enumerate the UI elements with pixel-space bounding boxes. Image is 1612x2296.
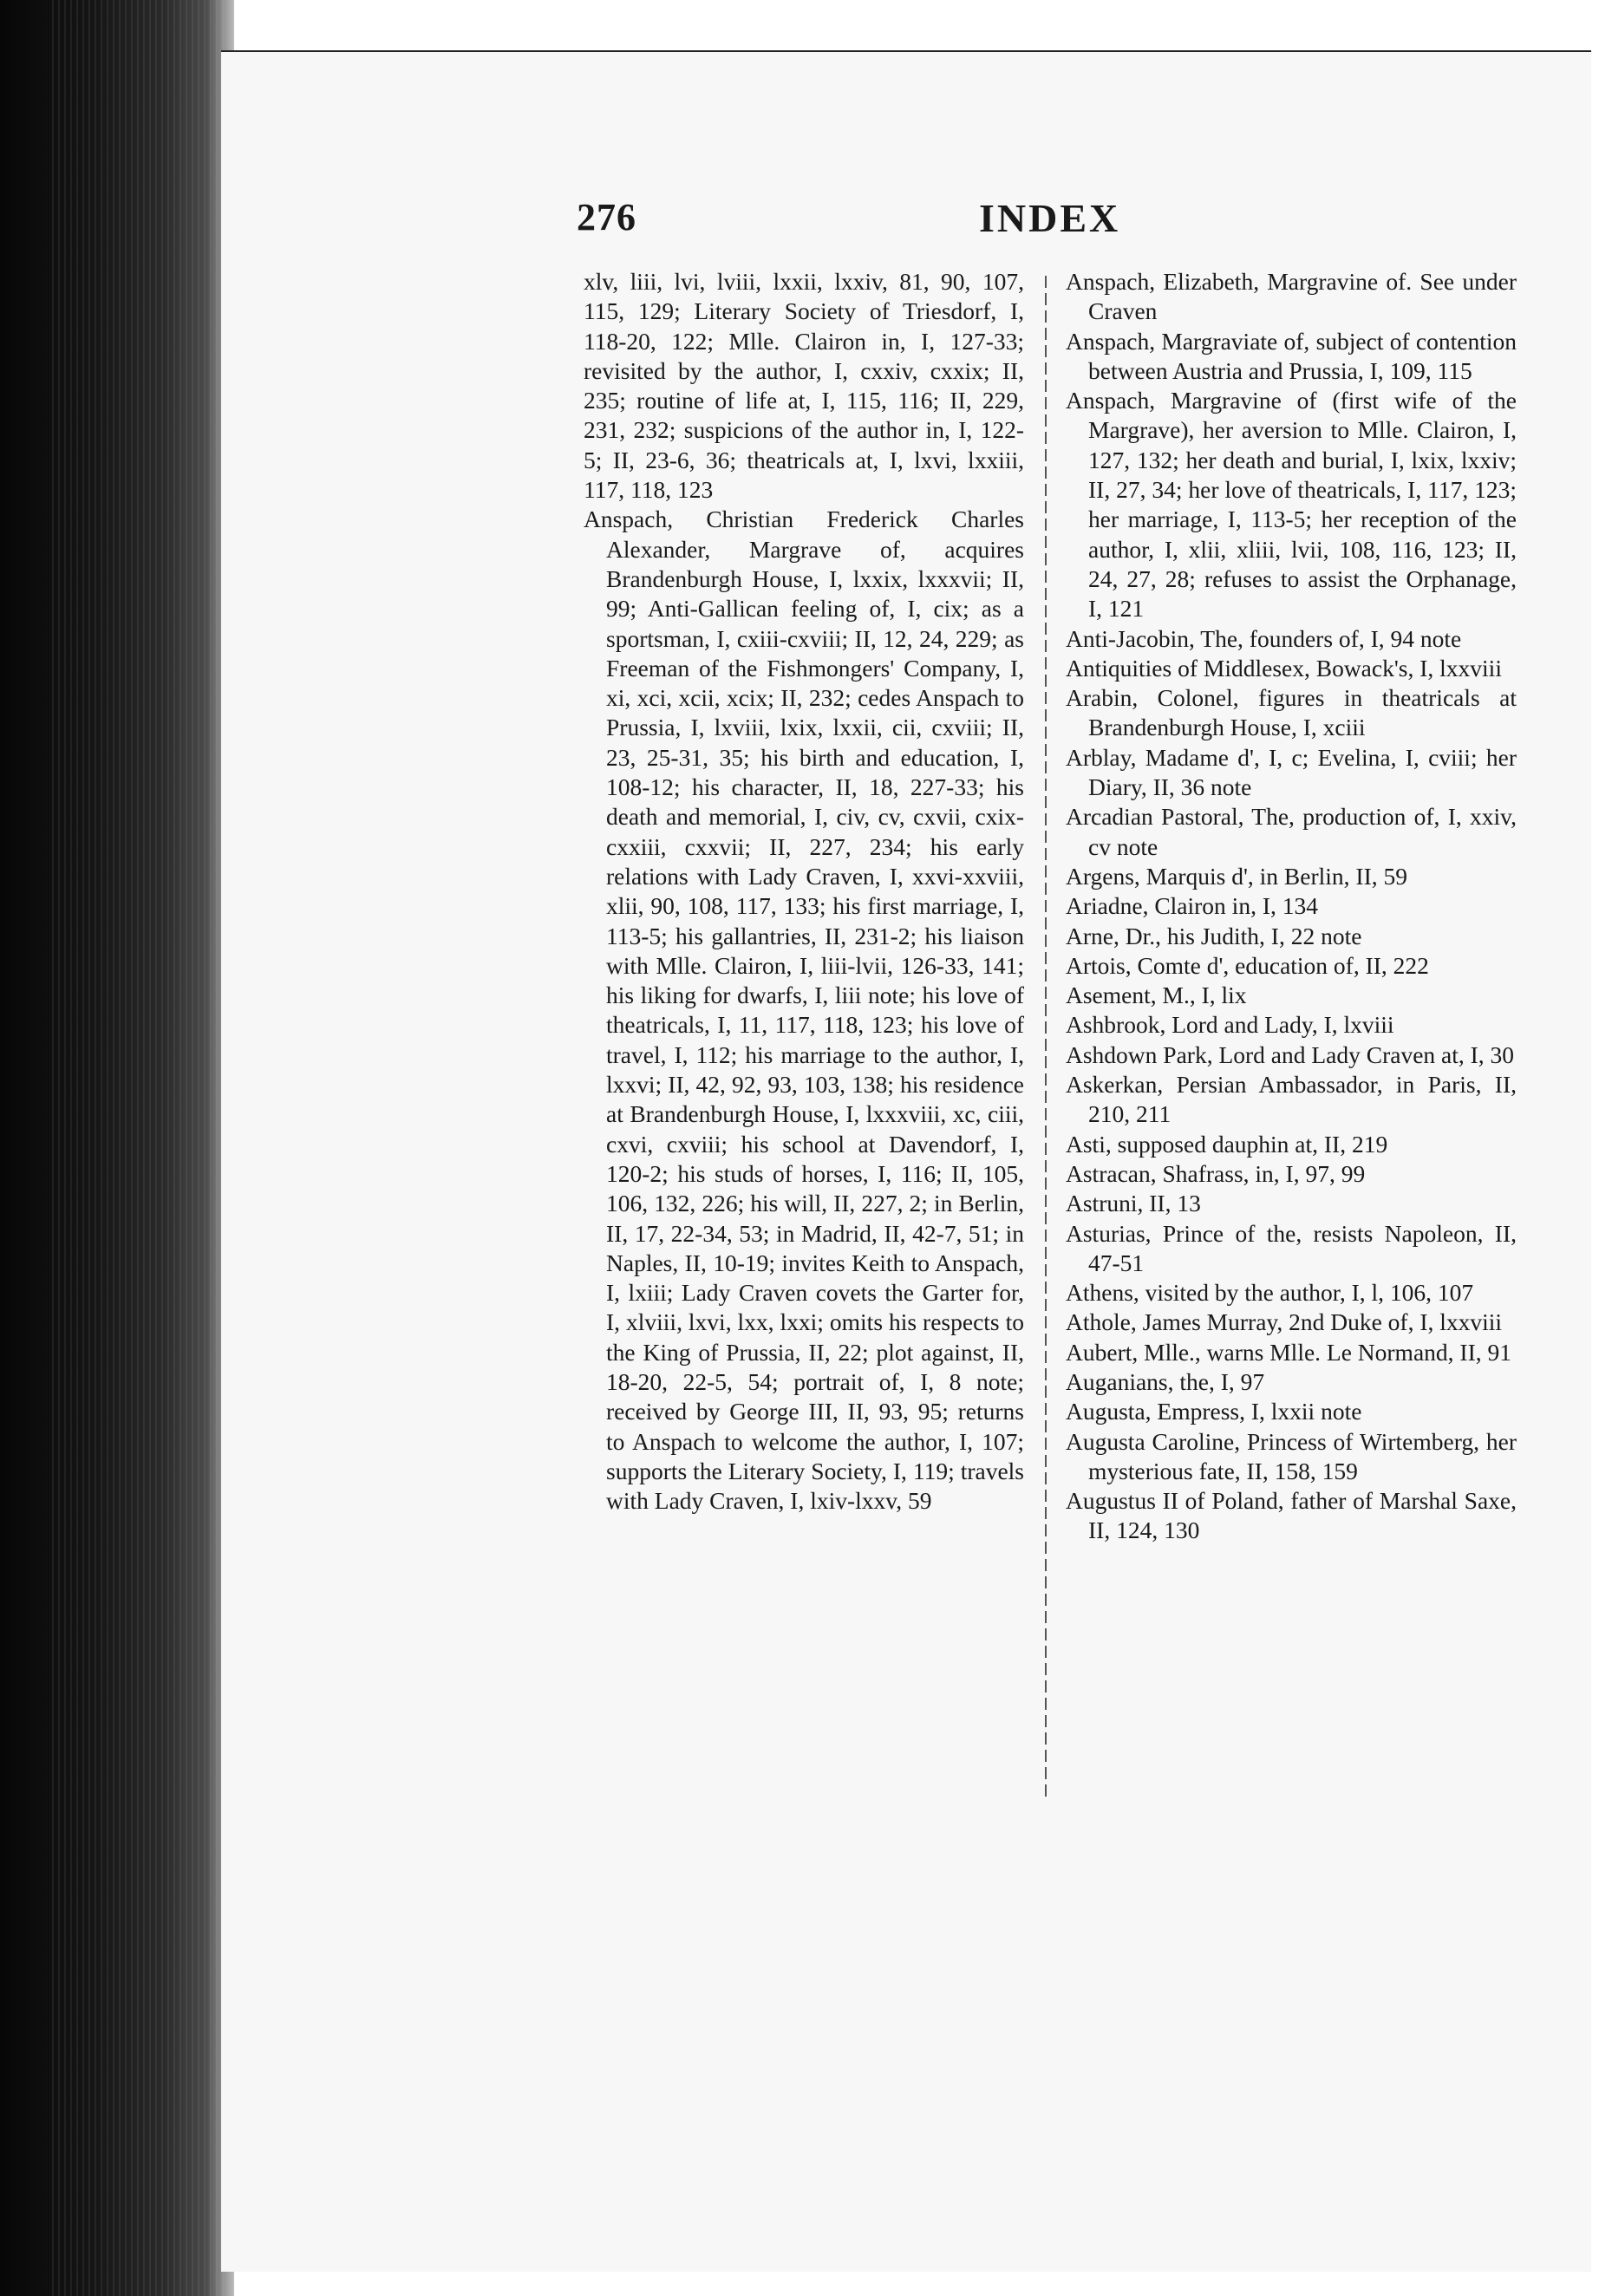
index-entry: Arcadian Pastoral, The, production of, I, xxiv, cv note	[1066, 803, 1517, 860]
index-entry: Artois, Comte d', education of, II, 222	[1066, 951, 1429, 979]
index-entry: Anspach, Elizabeth, Margravine of. See under Craven	[1066, 268, 1517, 325]
index-entry: Augustus II of Poland, father of Marshal Saxe, II, 124, 130	[1066, 1487, 1517, 1544]
index-entry: Asti, supposed dauphin at, II, 219	[1066, 1130, 1388, 1158]
index-entry: Arne, Dr., his Judith, I, 22 note	[1066, 922, 1362, 949]
index-entry: Athens, visited by the author, I, l, 106, 107	[1066, 1279, 1474, 1307]
index-entry: Arblay, Madame d', I, c; Evelina, I, cviii; her Diary, II, 36 note	[1066, 743, 1517, 801]
index-column-left	[584, 267, 1024, 1516]
index-entry: Arabin, Colonel, figures in theatricals at Brandenburgh House, I, xciii	[1066, 684, 1517, 741]
column-divider	[1045, 276, 1047, 1802]
index-entry: Antiquities of Middlesex, Bowack's, I, lxxviii	[1066, 654, 1502, 682]
page-header	[577, 195, 1121, 247]
index-entry: Augusta, Empress, I, lxxii note	[1066, 1398, 1362, 1425]
index-entry: Ariadne, Clairon in, I, 134	[1066, 892, 1318, 920]
page-number: 276	[577, 196, 636, 238]
index-entry: Asement, M., I, lix	[1066, 982, 1247, 1009]
book-edge	[0, 0, 234, 2296]
running-head: INDEX	[979, 196, 1121, 240]
index-entry: Astracan, Shafrass, in, I, 97, 99	[1066, 1159, 1366, 1187]
index-entry: Anti-Jacobin, The, founders of, I, 94 note	[1066, 624, 1462, 652]
index-continuation: xlv, liii, lvi, lviii, lxxii, lxxiv, 81, 90, 107, 115, 129; Literary Society of Triesdorf, I, 118-20, 122; Mlle. Clairon in, I, 127-33; revisited by the author, I, cxxiv, cxxix; II, 235; routine of life at, I, 115, 116; II, 229, 231, 232; suspicions of the author in, I, 122-5; II, 23-6, 36; theatricals at, I, lxvi, lxxiii, 117, 118, 123	[584, 268, 1024, 504]
index-entry: Aubert, Mlle., warns Mlle. Le Normand, II, 91	[1066, 1338, 1511, 1366]
index-entry: Ashdown Park, Lord and Lady Craven at, I, 30	[1066, 1040, 1515, 1068]
index-entry: Astruni, II, 13	[1066, 1190, 1201, 1217]
index-entry: Augusta Caroline, Princess of Wirtemberg, her mysterious fate, II, 158, 159	[1066, 1427, 1517, 1484]
index-entry: Anspach, Christian Frederick Charles Alexander, Margrave of, acquires Brandenburgh House, I, lxxix, lxxxvii; II, 99; Anti-Gallican feeling of, I, cix; as a sportsman, I, cxiii-cxviii; II, 12, 24, 229; as Freeman of the Fishmongers' Company, I, xi, xci, xcii, xcix; II, 232; cedes Anspach to Prussia, I, lxviii, lxix, lxxii, cii, cxviii; II, 23, 25-31, 35; his birth and education, I, 108-12; his character, II, 18, 227-33; his death and memorial, I, civ, cv, cxvii, cxix-cxxiii, cxxvii; II, 227, 234; his early relations with Lady Craven, I, xxvi-xxviii, xlii, 90, 108, 117, 133; his first marriage, I, 113-5; his gallantries, II, 231-2; his liaison with Mlle. Clairon, I, liii-lvii, 126-33, 141; his liking for dwarfs, I, liii note; his love of theatricals, I, 11, 117, 118, 123; his love of travel, I, 112; his marriage to the author, I, lxxvi; II, 42, 92, 93, 103, 138; his residence at Brandenburgh House, I, lxxxviii, xc, ciii, cxvi, cxviii; his school at Davendorf, I, 120-2; his studs of horses, I, 116; II, 105, 106, 132, 226; his will, II, 227, 2; in Berlin, II, 17, 22-34, 53; in Madrid, II, 42-7, 51; in Naples, II, 10-19; invites Keith to Anspach, I, lxiii; Lady Craven covets the Garter for, I, xlviii, lxvi, lxx, lxxi; omits his respects to the King of Prussia, II, 22; plot against, II, 18-20, 22-5, 54; portrait of, I, 8 note; received by George III, II, 93, 95; returns to Anspach to welcome the author, I, 107; supports the Literary Society, I, 119; travels with Lady Craven, I, lxiv-lxxv, 59	[584, 506, 1024, 1515]
index-entry: Askerkan, Persian Ambassador, in Paris, II, 210, 211	[1066, 1071, 1517, 1128]
index-entry: Athole, James Murray, 2nd Duke of, I, lxxviii	[1066, 1308, 1503, 1336]
index-entry: Auganians, the, I, 97	[1066, 1367, 1265, 1395]
index-entry: Asturias, Prince of the, resists Napoleon, II, 47-51	[1066, 1219, 1517, 1276]
index-entry: Ashbrook, Lord and Lady, I, lxviii	[1066, 1011, 1394, 1039]
index-entry: Anspach, Margraviate of, subject of contention between Austria and Prussia, I, 109, 115	[1066, 327, 1517, 384]
index-entry: Anspach, Margravine of (first wife of the Margrave), her aversion to Mlle. Clairon, I, 127, 132; her death and burial, I, lxix, lxxiv; II, 27, 34; her love of theatricals, I, 117, 123; her marriage, I, 113-5; her reception of the author, I, xlii, xliii, lvii, 108, 116, 123; II, 24, 27, 28; refuses to assist the Orphanage, I, 121	[1066, 387, 1517, 623]
index-column-right	[1066, 267, 1517, 1546]
index-entry: Argens, Marquis d', in Berlin, II, 59	[1066, 862, 1407, 890]
